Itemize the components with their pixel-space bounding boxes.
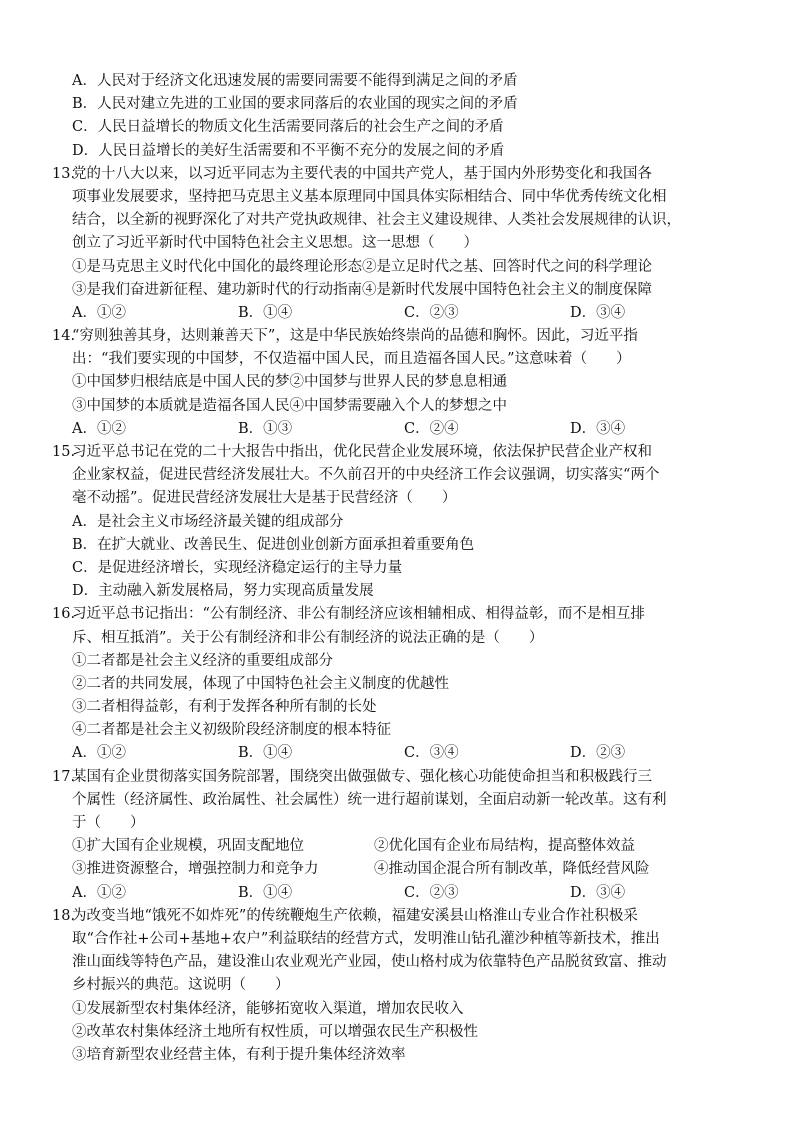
q18-stem-line: 取“合作社+公司+基地+农户”利益联结的经营方式，发明淮山钻孔灌沙种植等新技术，推出	[72, 930, 660, 947]
q15-number: 15.	[52, 444, 76, 460]
q13-choice-d[interactable]: D．③④	[570, 304, 626, 321]
q15-stem-line: 企业家权益，促进民营经济发展壮大。不久前召开的中央经济工作会议强调，切实落实“两个	[72, 467, 660, 484]
q17-item-row	[52, 835, 742, 858]
q18-item: ②改革农村集体经济土地所有权性质，可以增强农民生产积极性	[72, 1023, 478, 1040]
q17-stem-line: 17. 某国有企业贯彻落实国务院部署，围绕突出做强做专、强化核心功能使命担当和积极践行三	[52, 766, 742, 789]
q14-choices	[52, 418, 742, 441]
q13-stem-line: 创立了习近平新时代中国特色社会主义思想。这一思想（ ）	[72, 235, 478, 252]
q16-item: ③二者相得益彰，有利于发挥各种所有制的长处	[72, 699, 377, 716]
q13-item: ①是马克思主义时代化中国化的最终理论形态②是立足时代之基、回答时代之问的科学理论	[72, 258, 652, 275]
q17-choice-b[interactable]: B．①④	[238, 884, 293, 901]
q18-stem-line: 淮山面线等特色产品，建设淮山农业观光产业园，使山格村成为依靠特色产品脱贫致富、推动	[72, 954, 667, 971]
q14-choice-a[interactable]: A．①②	[72, 420, 126, 437]
q14-stem-line: 14. “穷则独善其身，达则兼善天下”，这是中华民族始终崇尚的品德和胸怀。因此，习近平指	[52, 325, 742, 348]
q13-stem-line: 结合，以全新的视野深化了对共产党执政规律、社会主义建设规律、人类社会发展规律的认识，	[72, 212, 681, 229]
q14-item: ③中国梦的本质就是造福各国人民④中国梦需要融入个人的梦想之中	[72, 397, 507, 414]
q14-item: ①中国梦归根结底是中国人民的梦②中国梦与世界人民的梦息息相通	[72, 374, 507, 391]
q16-choice-b[interactable]: B．①④	[238, 745, 293, 762]
q18-stem-line: 18. 为改变当地“饿死不如炸死”的传统鞭炮生产依赖，福建安溪县山格淮山专业合作社积极采	[52, 905, 742, 928]
q15-option-a[interactable]: A．是社会主义市场经济最关键的组成部分	[72, 513, 344, 530]
q13-stem-line: 项事业发展要求，坚持把马克思主义基本原理同中国具体实际相结合、同中华优秀传统文化相	[72, 188, 667, 205]
q15-stem-line: 毫不动摇”。促进民营经济发展壮大是基于民营经济（ ）	[72, 490, 457, 507]
q17-choice-a[interactable]: A．①②	[72, 884, 126, 901]
q16-choices	[52, 742, 742, 765]
q16-stem-line: 16. 习近平总书记指出：“公有制经济、非公有制经济应该相辅相成、相得益彰，而不是相互排	[52, 603, 742, 626]
q13-stem-line: 13. 党的十八大以来，以习近平同志为主要代表的中国共产党人，基于国内外形势变化和我国各	[52, 163, 742, 186]
q14-stem-line: 出：“我们要实现的中国梦，不仅造福中国人民，而且造福各国人民。”这意味着（ ）	[72, 351, 631, 368]
q13-choice-b[interactable]: B．①④	[238, 304, 293, 321]
q13-choice-a[interactable]: A．①②	[72, 304, 126, 321]
q13-choices	[52, 302, 742, 325]
q17-choice-c[interactable]: C．②③	[404, 884, 459, 901]
q16-choice-c[interactable]: C．③④	[404, 745, 459, 762]
q13-choice-c[interactable]: C．②③	[404, 304, 459, 321]
q17-stem-line: 于（ ）	[72, 815, 145, 831]
q15-option-b[interactable]: B．在扩大就业、改善民生、促进创业创新方面承担着重要角色	[72, 536, 475, 553]
question-block	[52, 70, 742, 1067]
q17-choices	[52, 882, 742, 905]
q13-number: 13.	[52, 165, 76, 182]
q16-choice-d[interactable]: D．②③	[570, 745, 626, 762]
q18-number: 18.	[52, 907, 76, 924]
q16-number: 16.	[52, 606, 76, 623]
q12-option-a: A．人民对于经济文化迅速发展的需要同需要不能得到满足之间的矛盾	[72, 73, 518, 89]
q16-item: ④二者都是社会主义初级阶段经济制度的根本特征	[72, 722, 391, 739]
q18-item: ①发展新型农村集体经济，能够拓宽收入渠道，增加农民收入	[72, 1000, 464, 1017]
q15-option-d[interactable]: D．主动融入新发展格局，努力实现高质量发展	[72, 583, 374, 600]
q14-choice-b[interactable]: B．①③	[238, 420, 293, 437]
q17-item-row	[52, 858, 742, 881]
q15-stem-line: 15. 习近平总书记在党的二十大报告中指出，优化民营企业发展环境，依法保护民营企业产权和	[52, 441, 742, 464]
q15-option-c[interactable]: C．是促进经济增长，实现经济稳定运行的主导力量	[72, 559, 403, 576]
q17-item: ③推进资源整合，增强控制力和竞争力	[72, 861, 319, 878]
q17-stem-line: 个属性（经济属性、政治属性、社会属性）统一进行超前谋划，全面启动新一轮改革。这有利	[72, 791, 667, 808]
q14-choice-c[interactable]: C．②④	[404, 420, 459, 437]
q17-item: ④推动国企混合所有制改革，降低经营风险	[374, 861, 650, 878]
q12-option-c: C．人民日益增长的物质文化生活需要同落后的社会生产之间的矛盾	[72, 119, 504, 136]
q16-choice-a[interactable]: A．①②	[72, 745, 126, 762]
q14-number: 14.	[52, 328, 76, 345]
q17-item: ①扩大国有企业规模，巩固支配地位	[72, 838, 304, 855]
q12-option-d: D．人民日益增长的美好生活需要和不平衡不充分的发展之间的矛盾	[72, 142, 505, 159]
q12-option-b: B．人民对建立先进的工业国的要求同落后的农业国的现实之间的矛盾	[72, 96, 518, 113]
q14-choice-d[interactable]: D．③④	[570, 420, 626, 437]
q17-number: 17.	[52, 768, 76, 785]
q16-stem-line: 斥、相互抵消”。关于公有制经济和非公有制经济的说法正确的是（ ）	[72, 629, 544, 646]
q17-choice-d[interactable]: D．③④	[570, 884, 626, 901]
q18-stem-line: 乡村振兴的典范。这说明（ ）	[72, 977, 290, 994]
q16-item: ②二者的共同发展，体现了中国特色社会主义制度的优越性	[72, 675, 449, 692]
q17-item: ②优化国有企业布局结构，提高整体效益	[374, 838, 635, 855]
q16-item: ①二者都是社会主义经济的重要组成部分	[72, 652, 333, 669]
q13-item: ③是我们奋进新征程、建功新时代的行动指南④是新时代发展中国特色社会主义的制度保障	[72, 281, 652, 298]
q18-item: ③培育新型农业经营主体，有利于提升集体经济效率	[72, 1046, 406, 1063]
